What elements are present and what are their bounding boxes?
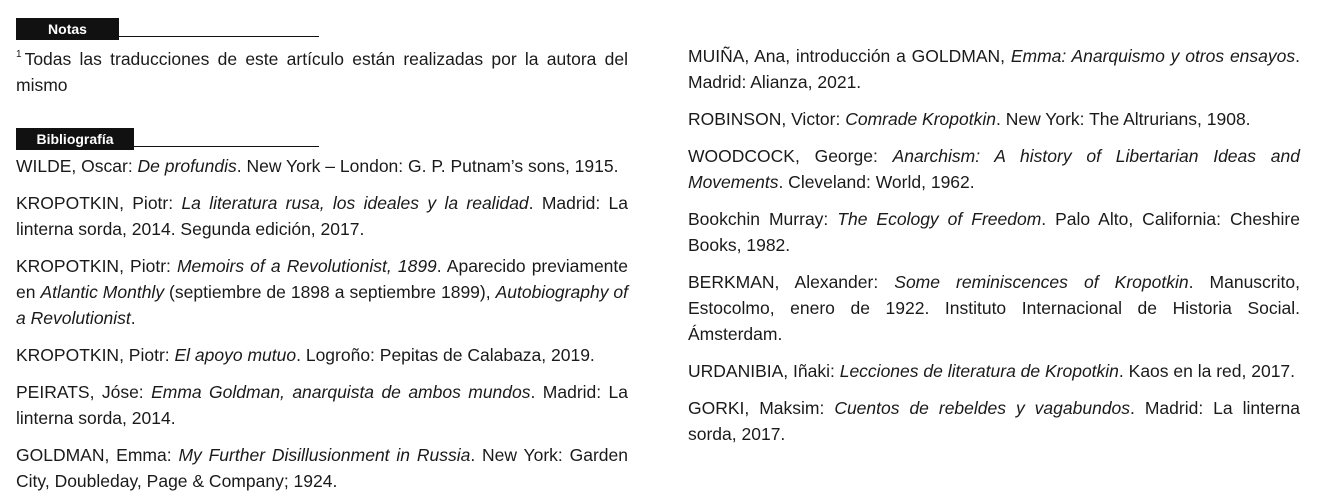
bib-author: KROPOTKIN, Piotr:	[16, 256, 177, 276]
bib-entry	[16, 190, 628, 242]
bib-details: . New York – London: G. P. Putnam’s sons, 1915.	[236, 156, 619, 176]
bib-details: . Madrid: La linterna sorda, 2014.	[16, 382, 629, 428]
bib-title: Atlantic Monthly	[40, 282, 165, 302]
bib-author: KROPOTKIN, Piotr:	[16, 345, 175, 365]
bib-details: . Cleveland: World, 1962.	[778, 172, 975, 192]
bib-entry	[16, 442, 628, 494]
bib-title: La literatura rusa, los ideales y la realidad	[181, 193, 529, 213]
bib-details: . Logroño: Pepitas de Calabaza, 2019.	[296, 345, 595, 365]
bib-author: ROBINSON, Victor:	[688, 109, 846, 129]
bib-title: Anarchism: A history of Libertarian Ideas and Movements	[688, 146, 1300, 192]
bib-author: BERKMAN, Alexander:	[688, 272, 895, 292]
bib-author: Bookchin Murray:	[688, 209, 838, 229]
bib-entry	[688, 43, 1300, 95]
bib-details: .	[130, 308, 136, 328]
bib-entry	[688, 358, 1300, 384]
notes-heading-label: Notas	[16, 18, 119, 40]
bib-author: GOLDMAN, Emma:	[16, 445, 179, 465]
bib-title: The Ecology of Freedom	[837, 209, 1042, 229]
notes-heading-rule	[119, 36, 319, 37]
bib-entry	[16, 253, 628, 331]
right-column	[688, 0, 1300, 447]
bib-details: . New York: Garden City, Doubleday, Page & Company; 1924.	[16, 445, 628, 491]
bib-details: . Madrid: Alianza, 2021.	[688, 46, 1300, 92]
bib-details: . Manuscrito, Estocolmo, enero de 1922. Instituto Internacional de Historia Social. Ámsterdam.	[688, 272, 1300, 344]
bib-entry	[16, 153, 628, 179]
bib-title: Lecciones de literatura de Kropotkin	[839, 361, 1119, 381]
bib-entry	[688, 269, 1300, 347]
bib-title: My Further Disillusionment in Russia	[178, 445, 471, 465]
bib-author: MUIÑA, Ana, introducción a GOLDMAN,	[688, 46, 1011, 66]
bibliography-heading-label: Bibliografía	[16, 128, 134, 150]
bib-title: El apoyo mutuo	[174, 345, 297, 365]
bib-title: Comrade Kropotkin	[845, 109, 996, 129]
bib-title: Autobiography of a Revolutionist	[16, 282, 629, 328]
bib-details: . Madrid: La linterna sorda, 2017.	[688, 398, 1300, 444]
bib-author: WILDE, Oscar:	[16, 156, 138, 176]
notes-heading	[16, 18, 628, 40]
bib-details: . Aparecido previamente en	[16, 256, 629, 302]
footnote	[16, 46, 628, 98]
bib-title: Some reminiscences of Kropotkin	[894, 272, 1189, 292]
bib-details: (septiembre de 1898 a septiembre 1899),	[164, 282, 496, 302]
bib-author: KROPOTKIN, Piotr:	[16, 193, 182, 213]
left-column	[16, 0, 628, 494]
bib-details: . Palo Alto, California: Cheshire Books, 1982.	[688, 209, 1300, 255]
bib-title: Emma Goldman, anarquista de ambos mundos	[151, 382, 531, 402]
bib-author: WOODCOCK, George:	[688, 146, 893, 166]
bib-author: URDANIBIA, Iñaki:	[688, 361, 840, 381]
bib-entry	[688, 395, 1300, 447]
footnote-marker: 1	[16, 49, 22, 60]
bib-entry	[688, 206, 1300, 258]
footnote-text: Todas las traducciones de este artículo están realizadas por la autora del mismo	[16, 49, 628, 95]
bibliography-heading	[16, 128, 628, 150]
bibliography-heading-rule	[134, 146, 319, 147]
bib-title: De profundis	[137, 156, 237, 176]
bib-details: . Madrid: La linterna sorda, 2014. Segunda edición, 2017.	[16, 193, 628, 239]
bib-author: GORKI, Maksim:	[688, 398, 835, 418]
bib-entry	[16, 342, 628, 368]
bib-author: PEIRATS, Jóse:	[16, 382, 152, 402]
bib-title: Emma: Anarquismo y otros ensayos	[1010, 46, 1296, 66]
bib-entry	[688, 106, 1300, 132]
bib-title: Cuentos de rebeldes y vagabundos	[834, 398, 1131, 418]
bib-details: . Kaos en la red, 2017.	[1118, 361, 1296, 381]
bib-entry	[16, 379, 628, 431]
bib-details: . New York: The Altrurians, 1908.	[996, 109, 1251, 129]
bib-title: Memoirs of a Revolutionist, 1899	[176, 256, 437, 276]
bib-entry	[688, 143, 1300, 195]
